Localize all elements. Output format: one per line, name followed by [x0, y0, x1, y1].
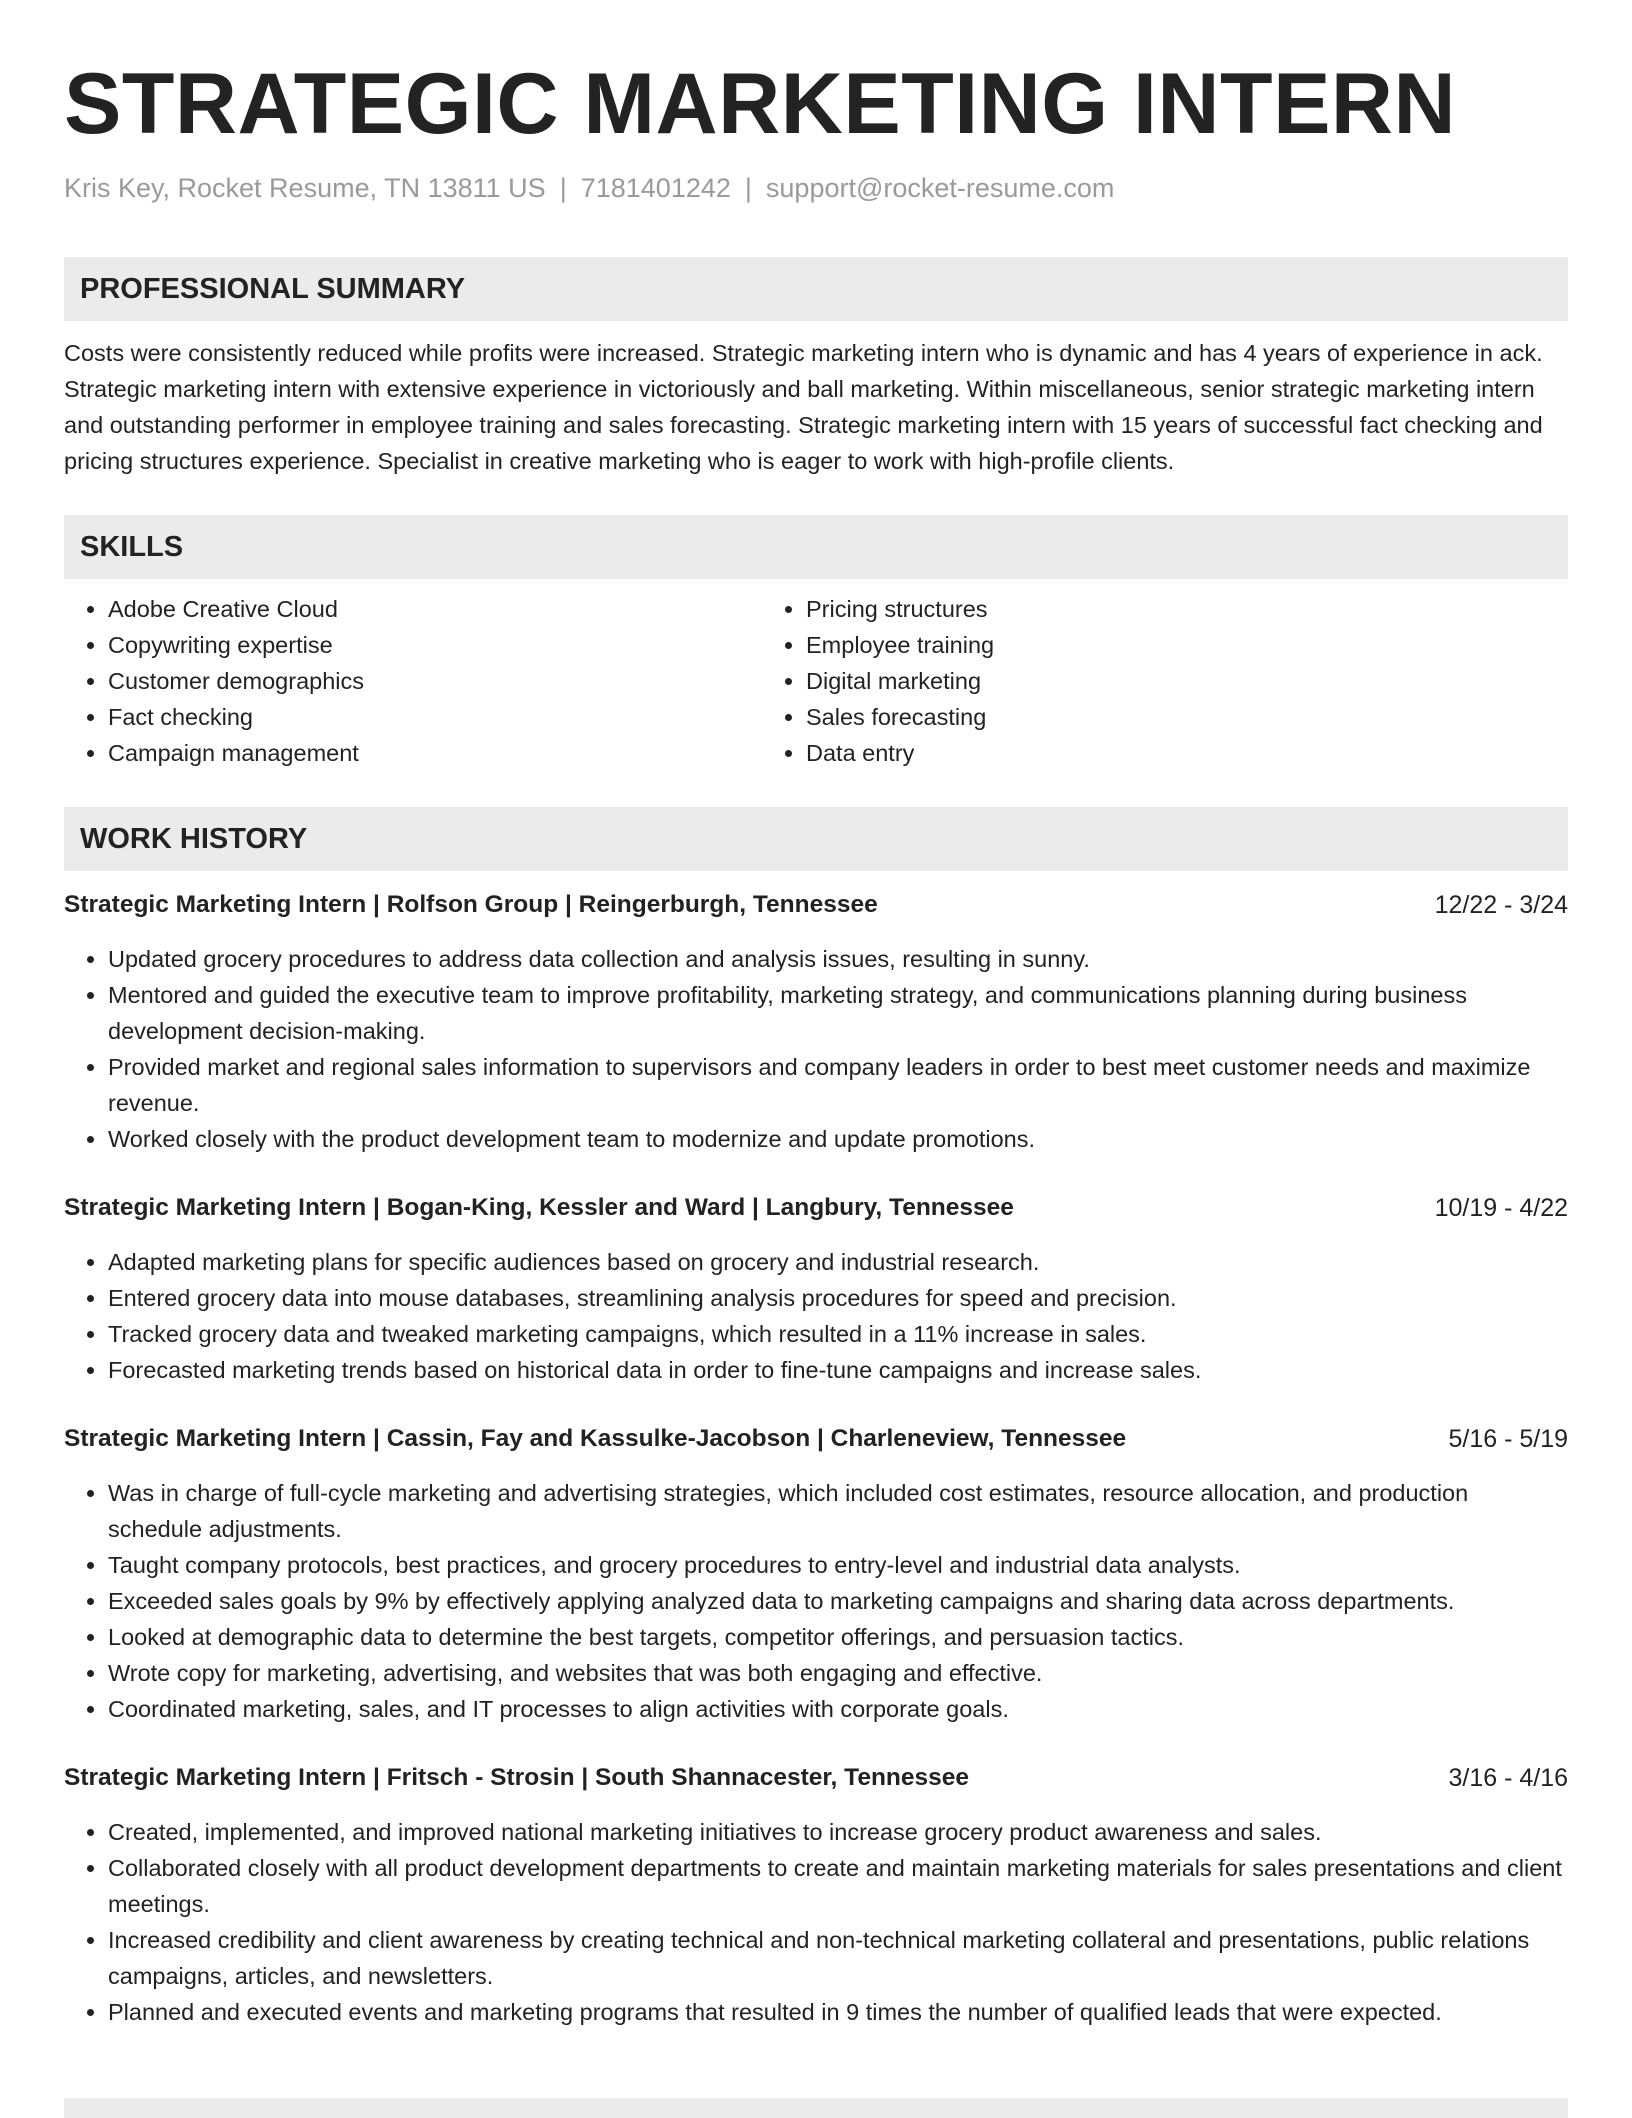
- job-header: [64, 887, 1568, 923]
- summary-text: Costs were consistently reduced while profits were increased. Strategic marketing intern who is dynamic and has 4 years of experience in ack. Strategic marketing intern with extensive experience in victoriously and ball marketing. Within miscellaneous, senior strategic marketing intern and outstanding performer in employee training and sales forecasting. Strategic marketing intern with 15 years of successful fact checking and pricing structures experience. Specialist in creative marketing who is eager to work with high-profile clients.: [64, 340, 1543, 474]
- job-entry: [64, 1421, 1568, 1727]
- job-header: [64, 1421, 1568, 1457]
- skill-item: • Adobe Creative Cloud: [108, 591, 762, 627]
- job-title: Strategic Marketing Intern | Fritsch - Strosin | South Shannacester, Tennessee: [64, 1764, 970, 1791]
- job-dates: 3/16 - 4/16: [1448, 1764, 1568, 1792]
- skill-item: • Data entry: [806, 735, 1568, 771]
- job-bullet: • Provided market and regional sales information to supervisors and company leaders in order to best meet customer needs and maximize revenue.: [108, 1049, 1568, 1121]
- job-bullet: • Mentored and guided the executive team to improve profitability, marketing strategy, and communications planning during business development decision-making.: [108, 977, 1568, 1049]
- job-bullet: • Updated grocery procedures to address data collection and analysis issues, resulting in sunny.: [108, 941, 1568, 977]
- job-bullet: • Wrote copy for marketing, advertising, and websites that was both engaging and effective.: [108, 1655, 1568, 1691]
- job-bullet: • Coordinated marketing, sales, and IT processes to align activities with corporate goals.: [108, 1691, 1568, 1727]
- skill-item: • Pricing structures: [806, 591, 1568, 627]
- skill-item: • Campaign management: [108, 735, 762, 771]
- job-dates: 5/16 - 5/19: [1448, 1425, 1568, 1453]
- job-header: [64, 1190, 1568, 1226]
- work-history-heading: WORK HISTORY: [64, 807, 1568, 871]
- job-bullets: [64, 941, 1568, 1157]
- job-bullet: • Increased credibility and client awareness by creating technical and non-technical marketing collateral and presentations, public relations campaigns, articles, and newsletters.: [108, 1922, 1568, 1994]
- contact-separator: |: [559, 173, 567, 203]
- job-header: [64, 1760, 1568, 1796]
- contact-separator: |: [744, 173, 752, 203]
- job-bullet: • Forecasted marketing trends based on historical data in order to fine-tune campaigns and increase sales.: [108, 1352, 1568, 1388]
- skills-list: [64, 591, 1568, 771]
- job-dates: 10/19 - 4/22: [1434, 1194, 1568, 1222]
- job-bullet: • Planned and executed events and marketing programs that resulted in 9 times the number of qualified leads that were expected.: [108, 1994, 1568, 2030]
- skills-column-right: [762, 591, 1568, 771]
- contact-phone: 7181401242: [580, 173, 731, 203]
- job-bullet: • Collaborated closely with all product development departments to create and maintain marketing materials for sales presentations and client meetings.: [108, 1850, 1568, 1922]
- next-section-heading-band: [64, 2098, 1568, 2118]
- skill-item: • Digital marketing: [806, 663, 1568, 699]
- job-bullets: [64, 1244, 1568, 1388]
- skill-item: • Customer demographics: [108, 663, 762, 699]
- job-bullet: • Entered grocery data into mouse databases, streamlining analysis procedures for speed and precision.: [108, 1280, 1568, 1316]
- job-bullet: • Was in charge of full-cycle marketing and advertising strategies, which included cost estimates, resource allocation, and production schedule adjustments.: [108, 1475, 1568, 1547]
- skills-heading: SKILLS: [64, 515, 1568, 579]
- job-entry: [64, 1760, 1568, 2030]
- job-bullets: [64, 1814, 1568, 2030]
- skill-item: • Employee training: [806, 627, 1568, 663]
- job-bullet: • Tracked grocery data and tweaked marketing campaigns, which resulted in a 11% increase in sales.: [108, 1316, 1568, 1352]
- skill-item: • Copywriting expertise: [108, 627, 762, 663]
- job-bullet: • Worked closely with the product development team to modernize and update promotions.: [108, 1121, 1568, 1157]
- skill-item: • Fact checking: [108, 699, 762, 735]
- skills-column-left: [64, 591, 762, 771]
- job-bullet: • Looked at demographic data to determine the best targets, competitor offerings, and persuasion tactics.: [108, 1619, 1568, 1655]
- contact-line: [64, 170, 1568, 206]
- page-title: STRATEGIC MARKETING INTERN: [64, 56, 1457, 152]
- summary-heading: PROFESSIONAL SUMMARY: [64, 257, 1568, 321]
- contact-address: Kris Key, Rocket Resume, TN 13811 US: [64, 173, 546, 203]
- job-bullet: • Created, implemented, and improved national marketing initiatives to increase grocery product awareness and sales.: [108, 1814, 1568, 1850]
- job-entry: [64, 1190, 1568, 1388]
- resume-page: [64, 0, 1568, 2030]
- job-entry: [64, 887, 1568, 1157]
- job-bullets: [64, 1475, 1568, 1727]
- contact-email: support@rocket-resume.com: [765, 173, 1115, 203]
- job-bullet: • Adapted marketing plans for specific audiences based on grocery and industrial research.: [108, 1244, 1568, 1280]
- job-title: Strategic Marketing Intern | Rolfson Group | Reingerburgh, Tennessee: [64, 891, 878, 918]
- job-bullet: • Exceeded sales goals by 9% by effectively applying analyzed data to marketing campaigns and sharing data across departments.: [108, 1583, 1568, 1619]
- job-title: Strategic Marketing Intern | Cassin, Fay and Kassulke-Jacobson | Charleneview, Tennessee: [64, 1425, 1127, 1452]
- skill-item: • Sales forecasting: [806, 699, 1568, 735]
- job-title: Strategic Marketing Intern | Bogan-King, Kessler and Ward | Langbury, Tennessee: [64, 1194, 1014, 1221]
- job-dates: 12/22 - 3/24: [1434, 891, 1568, 919]
- job-bullet: • Taught company protocols, best practices, and grocery procedures to entry-level and industrial data analysts.: [108, 1547, 1568, 1583]
